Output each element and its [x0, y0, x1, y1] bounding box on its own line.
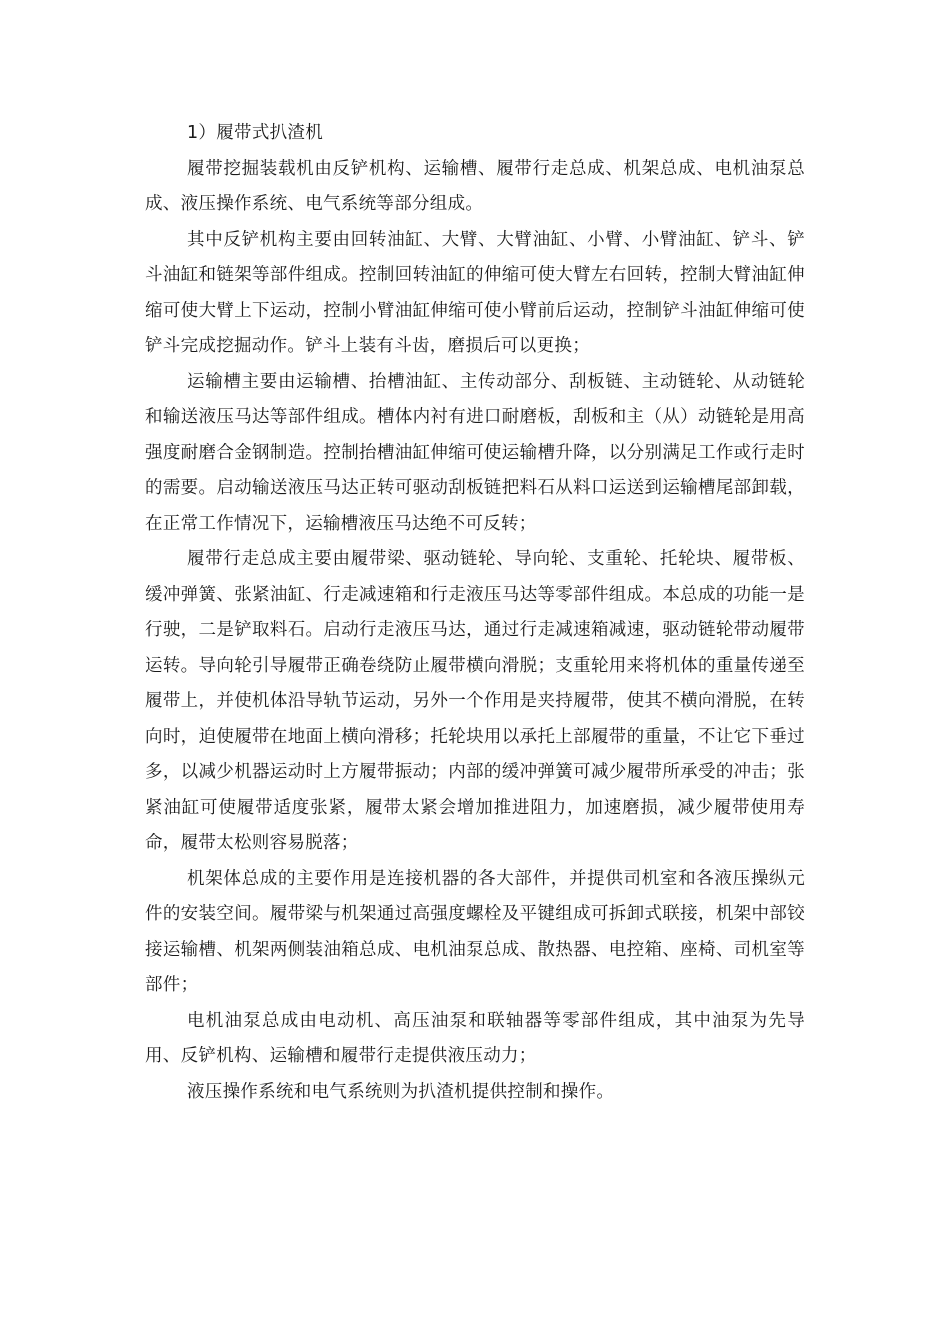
document-body — [145, 116, 805, 1110]
paragraph-frame-assembly: 机架体总成的主要作用是连接机器的各大部件，并提供司机室和各液压操纵元件的安装空间。履带梁与机架通过高强度螺栓及平键组成可拆卸式联接，机架中部铰接运输槽、机架两侧装油箱总成、电机油泵总成、散热器、电控箱、座椅、司机室等部件； — [145, 868, 805, 995]
paragraph-overview: 履带挖掘装载机由反铲机构、运输槽、履带行走总成、机架总成、电机油泵总成、液压操作系统、电气系统等部分组成。 — [145, 158, 805, 214]
paragraph-hydraulic-electric: 液压操作系统和电气系统则为扒渣机提供控制和操作。 — [187, 1081, 615, 1102]
section-heading: 1）履带式扒渣机 — [187, 123, 324, 143]
paragraph-crawler-travel: 履带行走总成主要由履带梁、驱动链轮、导向轮、支重轮、托轮块、履带板、缓冲弹簧、张紧油缸、行走减速箱和行走液压马达等零部件组成。本总成的功能一是行驶，二是铲取料石。启动行走液压马达，通过行走减速箱减速，驱动链轮带动履带运转。导向轮引导履带正确卷绕防止履带横向滑脱；支重轮用来将机体的重量传递至履带上，并使机体沿导轨节运动，另外一个作用是夹持履带，使其不横向滑脱，在转向时，迫使履带在地面上横向滑移；托轮块用以承托上部履带的重量，不让它下垂过多，以减少机器运动时上方履带振动；内部的缓冲弹簧可减少履带所承受的冲击；张紧油缸可使履带适度张紧，履带太紧会增加推进阻力，加速磨损，减少履带使用寿命，履带太松则容易脱落； — [145, 549, 805, 853]
paragraph-motor-pump: 电机油泵总成由电动机、高压油泵和联轴器等零部件组成，其中油泵为先导用、反铲机构、运输槽和履带行走提供液压动力； — [145, 1010, 805, 1066]
paragraph-backhoe-mechanism: 其中反铲机构主要由回转油缸、大臂、大臂油缸、小臂、小臂油缸、铲斗、铲斗油缸和链架等部件组成。控制回转油缸的伸缩可使大臂左右回转，控制大臂油缸伸缩可使大臂上下运动，控制小臂油缸伸缩可使小臂前后运动，控制铲斗油缸伸缩可使铲斗完成挖掘动作。铲斗上装有斗齿，磨损后可以更换； — [145, 229, 805, 356]
paragraph-conveyor-trough: 运输槽主要由运输槽、抬槽油缸、主传动部分、刮板链、主动链轮、从动链轮和输送液压马达等部件组成。槽体内衬有进口耐磨板，刮板和主（从）动链轮是用高强度耐磨合金钢制造。控制抬槽油缸伸缩可使运输槽升降，以分别满足工作或行走时的需要。启动输送液压马达正转可驱动刮板链把料石从料口运送到运输槽尾部卸载，在正常工作情况下，运输槽液压马达绝不可反转； — [145, 371, 805, 534]
